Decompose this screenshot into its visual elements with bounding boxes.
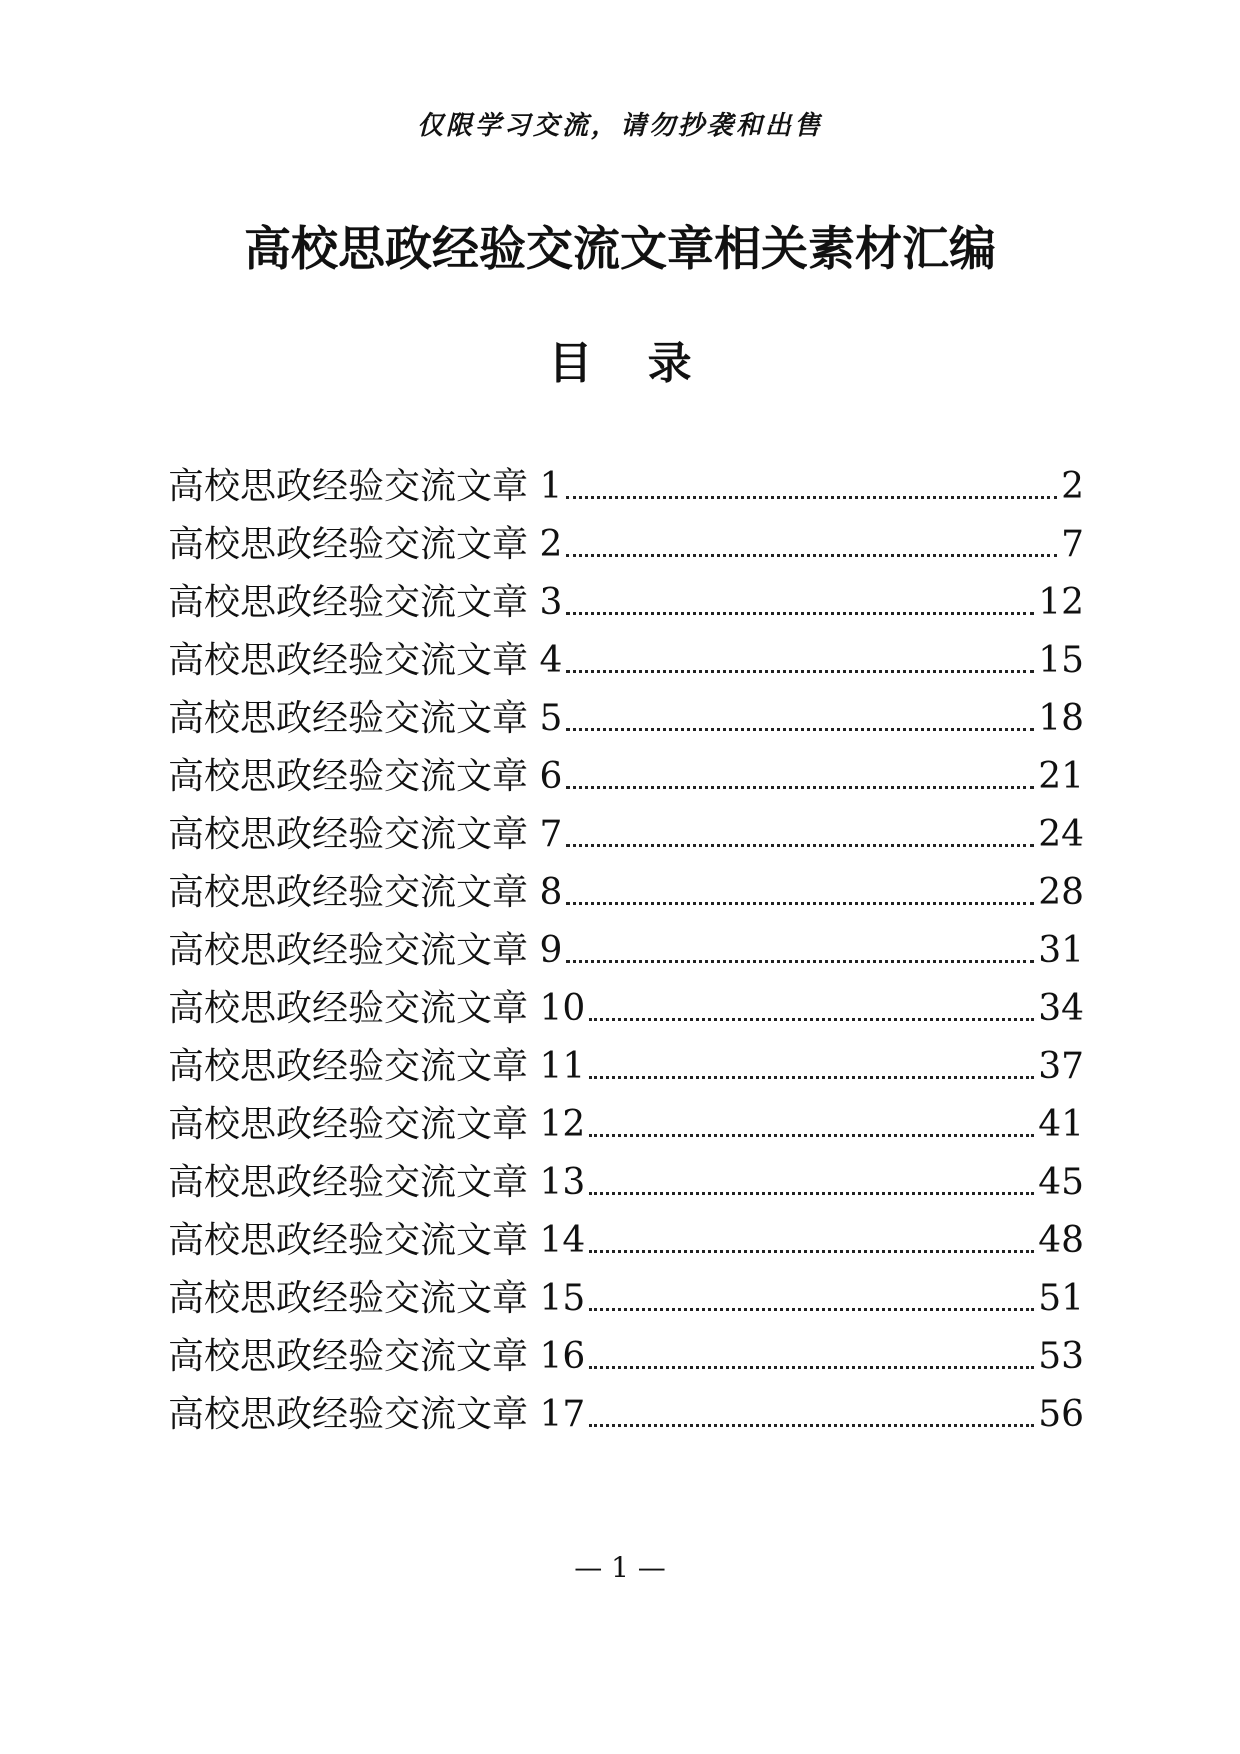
toc-entry-page-number: 45 [1038, 1162, 1084, 1203]
toc-entry-page-number: 24 [1038, 814, 1084, 855]
toc-entry-page-number: 41 [1038, 1104, 1084, 1145]
toc-dot-leader [566, 670, 1034, 673]
toc-entry[interactable] [168, 1270, 1084, 1328]
toc-entry[interactable] [168, 458, 1084, 516]
toc-entry-label: 高校思政经验交流文章 12 [168, 1104, 586, 1145]
toc-entry-page-number: 31 [1038, 930, 1084, 971]
toc-entry[interactable] [168, 574, 1084, 632]
toc-entry-label: 高校思政经验交流文章 3 [168, 582, 563, 623]
toc-entry-label: 高校思政经验交流文章 10 [168, 988, 586, 1029]
toc-entry-label: 高校思政经验交流文章 1 [168, 466, 563, 507]
toc-entry[interactable] [168, 1096, 1084, 1154]
toc-entry-label: 高校思政经验交流文章 13 [168, 1162, 586, 1203]
toc-entry-label: 高校思政经验交流文章 8 [168, 872, 563, 913]
toc-entry[interactable] [168, 1154, 1084, 1212]
table-of-contents [168, 458, 1084, 1444]
toc-dot-leader [566, 902, 1034, 905]
toc-entry[interactable] [168, 1038, 1084, 1096]
toc-entry-page-number: 28 [1038, 872, 1084, 913]
header-notice: 仅限学习交流，请勿抄袭和出售 [416, 111, 823, 141]
toc-dot-leader [566, 786, 1034, 789]
toc-entry[interactable] [168, 864, 1084, 922]
toc-entry[interactable] [168, 632, 1084, 690]
toc-entry-page-number: 34 [1038, 988, 1084, 1029]
toc-dot-leader [566, 554, 1057, 557]
document-title: 高校思政经验交流文章相关素材汇编 [244, 222, 996, 277]
toc-entry-label: 高校思政经验交流文章 6 [168, 756, 563, 797]
toc-entry-page-number: 51 [1038, 1278, 1084, 1319]
toc-entry[interactable] [168, 1386, 1084, 1444]
toc-entry-label: 高校思政经验交流文章 15 [168, 1278, 586, 1319]
toc-dot-leader [589, 1424, 1034, 1427]
toc-entry-page-number: 12 [1038, 582, 1084, 623]
toc-entry-label: 高校思政经验交流文章 17 [168, 1394, 586, 1435]
toc-entry[interactable] [168, 980, 1084, 1038]
toc-entry-label: 高校思政经验交流文章 14 [168, 1220, 586, 1261]
toc-entry[interactable] [168, 806, 1084, 864]
toc-dot-leader [566, 496, 1057, 499]
toc-entry[interactable] [168, 1328, 1084, 1386]
toc-dot-leader [589, 1366, 1034, 1369]
toc-entry[interactable] [168, 1212, 1084, 1270]
toc-entry-label: 高校思政经验交流文章 16 [168, 1336, 586, 1377]
toc-entry-page-number: 21 [1038, 756, 1084, 797]
toc-heading: 目 录 [548, 338, 692, 389]
toc-entry[interactable] [168, 516, 1084, 574]
toc-entry-page-number: 18 [1038, 698, 1084, 739]
toc-entry-label: 高校思政经验交流文章 2 [168, 524, 563, 565]
toc-entry[interactable] [168, 922, 1084, 980]
toc-dot-leader [566, 844, 1034, 847]
toc-entry[interactable] [168, 690, 1084, 748]
toc-dot-leader [589, 1250, 1034, 1253]
toc-entry-label: 高校思政经验交流文章 9 [168, 930, 563, 971]
toc-entry-page-number: 7 [1061, 524, 1084, 565]
toc-entry[interactable] [168, 748, 1084, 806]
toc-dot-leader [589, 1076, 1034, 1079]
toc-entry-page-number: 48 [1038, 1220, 1084, 1261]
toc-entry-page-number: 56 [1038, 1394, 1084, 1435]
toc-entry-label: 高校思政经验交流文章 5 [168, 698, 563, 739]
toc-dot-leader [589, 1134, 1034, 1137]
toc-entry-page-number: 37 [1038, 1046, 1084, 1087]
toc-dot-leader [589, 1192, 1034, 1195]
toc-entry-page-number: 2 [1061, 466, 1084, 507]
toc-dot-leader [589, 1308, 1034, 1311]
toc-entry-label: 高校思政经验交流文章 7 [168, 814, 563, 855]
page-number-footer: — 1 — [574, 1551, 666, 1584]
toc-entry-label: 高校思政经验交流文章 4 [168, 640, 563, 681]
toc-entry-page-number: 15 [1038, 640, 1084, 681]
toc-entry-page-number: 53 [1038, 1336, 1084, 1377]
toc-entry-label: 高校思政经验交流文章 11 [168, 1046, 586, 1087]
toc-dot-leader [566, 960, 1034, 963]
toc-dot-leader [566, 612, 1034, 615]
toc-dot-leader [566, 728, 1034, 731]
toc-dot-leader [589, 1018, 1034, 1021]
